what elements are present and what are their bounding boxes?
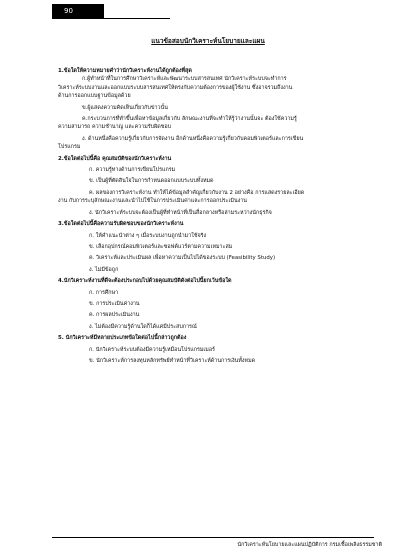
question-1-option-b: ข.ผู้แสดงความคิดเห็นเกี่ยวกับข่าวนั้น	[82, 104, 168, 111]
question-3-option-d: ง. ไม่มีข้อถูก	[89, 266, 119, 273]
question-1-option-c-line-1: ค.กระบวนการที่ทำขึ้นเพื่อหาข้อมูลเกี่ยวกับ ลักษณะงานที่จะทำให้รู้ว่างานนั้นจะ ต้องใช้ความรู้	[82, 116, 297, 123]
question-5-option-b: ข. นักวิเคราะห์การลงทุนหลักทรัพย์ทำหน้าที่วิเคราะห์ด้านการเงินทั้งหมด	[89, 357, 256, 364]
question-2-option-b: ข. เป็นผู้ที่ตัดสินใจในการกำหนดออกแบบระบบทั้งหมด	[89, 178, 214, 185]
footer-text: นักวิเคราะห์นโยบายและแผนปฏิบัติการ กรมเชื้อเพลิงธรรมชาติ	[237, 542, 382, 548]
question-3-option-a: ก. ให้คำแนะนำต่าง ๆ เมื่อระบบงานถูกนำมาใช้จริง	[89, 232, 207, 239]
question-2-option-a: ก. ความรู้ทางด้านการเขียนโปรแกรม	[89, 167, 176, 174]
question-5-option-a: ก. นักวิเคราะห์ระบบต้องมีความรู้เหมือนโปรแกรมเมอร์	[89, 346, 215, 353]
question-5-heading: 5. นักวิเคราะห์มีหลายประเภทข้อใดต่อไปนี้กล่าวถูกต้อง	[58, 335, 187, 342]
question-4-heading: 4.นักวิเคราะห์งานที่ดีจะต้องประกอบไปด้วยคุณสมบัติดังต่อไปนี้ยกเว้นข้อใด	[58, 278, 232, 285]
question-1-option-a-line-1: ก.ผู้ทำหน้าที่ในการศึกษาวิเคราะห์และพัฒนาระบบสารสนเทศ นักวิเคราะห์ระบบจะทำการ	[82, 76, 287, 83]
question-4-option-b: ข. การประเมินค่างาน	[89, 300, 140, 307]
question-1-option-d-line-2: โปรแกรม	[58, 144, 81, 151]
question-1-option-c-line-2: ความสามารถ ความชำนาญ และความรับผิดชอบ	[58, 124, 172, 131]
question-2-heading: 2.ข้อใดต่อไปนี้คือ คุณสมบัติของนักวิเคราะห์งาน	[58, 155, 172, 162]
question-4-option-d: ง. ไม่ต้องมีความรู้ด้านใดก็ได้แค่มีประสบการณ์	[89, 323, 197, 330]
question-1-heading: 1.ข้อใดให้ความหมายคำว่านักวิเคราะห์งานได้ถูกต้องที่สุด	[58, 68, 192, 74]
question-1-option-a-line-2: วิเคราะห์ระบบงานและออกแบบระบบสารสนเทศให้ตรงกับความต้องการของผู้ใช้งาน ซึ่งอาจรวมถึงงาน	[58, 84, 293, 91]
question-2-option-c-line-2: งาน กับการระบุลักษณะงานและนำไปใช้ในการประเมินค่าและการออกประเมินงาน	[58, 198, 247, 205]
question-3-option-b: ข. เลือกอุปกรณ์คอมพิวเตอร์และซอฟต์แวร์ตามความเหมาะสม	[89, 243, 233, 250]
question-4-option-a: ก. การศึกษา	[89, 289, 119, 296]
page-number: 90	[64, 7, 73, 15]
question-list	[58, 66, 380, 365]
question-3-option-c: ค. วิเคราะห์และประเมินผล เพื่อหาความเป็นไปได้ของระบบ (Feasibility Study)	[89, 255, 276, 262]
page-number-box	[52, 4, 104, 18]
question-1-option-d-line-1: ง. ด้านหนึ่งคือความรู้เกี่ยวกับการจัดงาน อีกด้านหนึ่งคือความรู้เกี่ยวกับคอมพิวเตอร์และการเขียน	[82, 135, 304, 142]
question-2-option-d: ง. นักวิเคราะห์ระบบจะต้องเป็นผู้ที่ทำหน้าที่เป็นสื่อกลางหรือล่ามระหว่างนักธุรกิจ	[89, 209, 272, 216]
question-2-option-c-line-1: ค. ผลของการวิเคราะห์งาน ทำให้ได้ข้อมูลสำคัญเกี่ยวกับงาน 2 อย่างคือ การแสดงรายละเอียด	[89, 189, 305, 196]
page-title: แนวข้อสอบนักวิเคราะห์นโยบายและแผน	[151, 37, 265, 45]
question-1-option-a-line-3: ด้านการออกแบบฐานข้อมูลด้วย	[58, 93, 131, 100]
question-4-option-c: ค. การผลประเมินงาน	[89, 312, 140, 319]
footer-rule	[52, 537, 374, 538]
top-rule	[52, 18, 170, 19]
question-3-heading: 3.ข้อใดต่อไปนี้คือความรับผิดชอบของนักวิเคราะห์งาน	[58, 221, 184, 228]
